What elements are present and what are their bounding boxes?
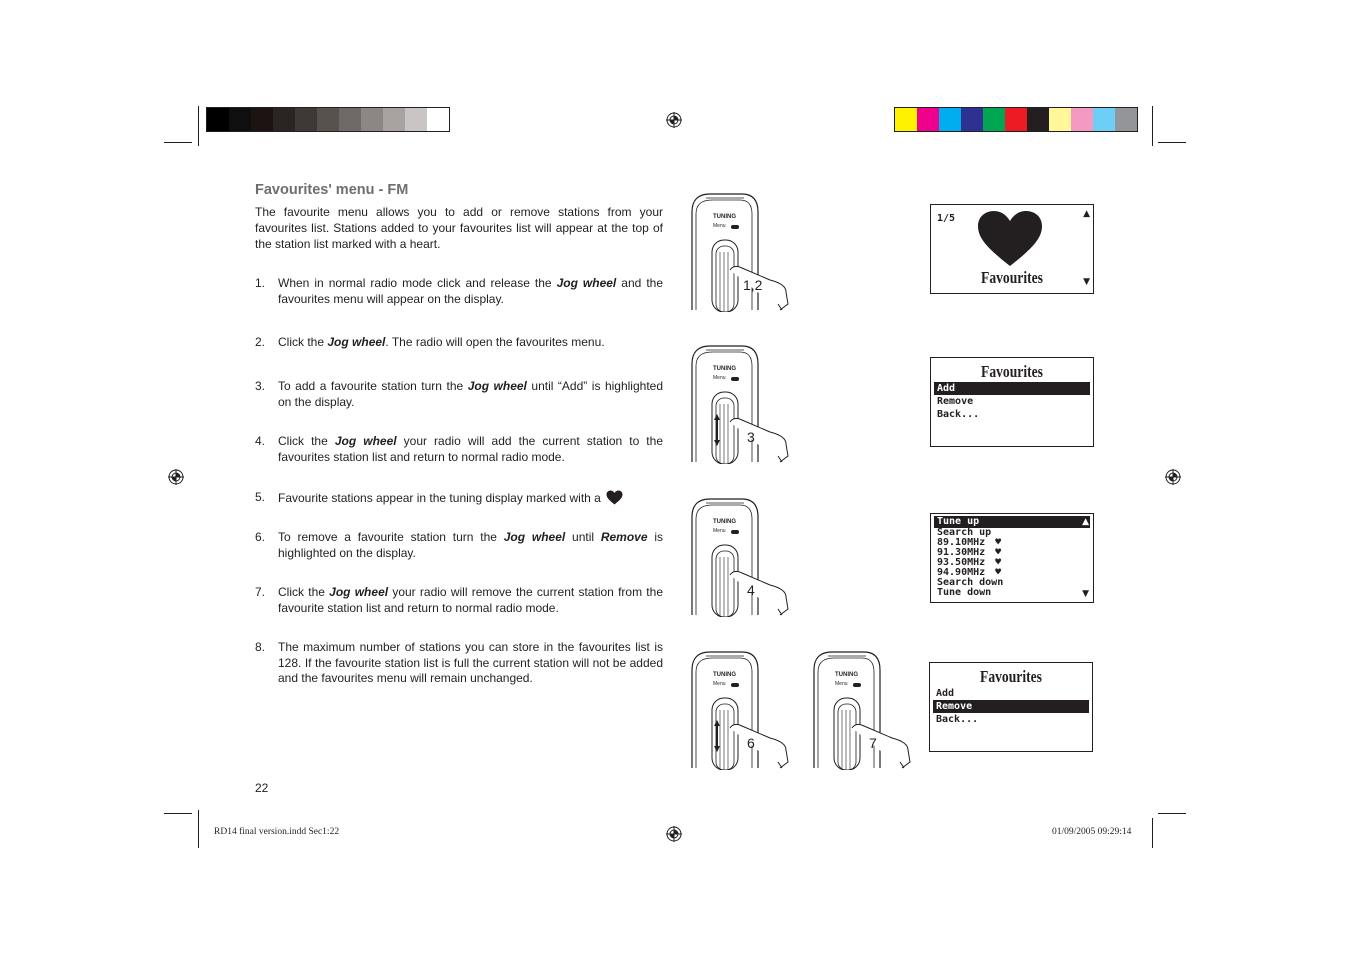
device-menu-label: Menu xyxy=(713,681,726,687)
crop-mark xyxy=(198,810,199,848)
heart-icon xyxy=(977,210,1043,268)
plain-text: To add a favourite station turn the xyxy=(278,379,468,393)
step-text xyxy=(278,530,663,561)
color-swatch xyxy=(1115,108,1137,131)
lcd-list-item: 94.90MHz ♥ xyxy=(937,567,1002,578)
color-swatch xyxy=(1005,108,1027,131)
crop-mark xyxy=(1158,142,1186,143)
crop-mark xyxy=(164,142,192,143)
step-number: 3. xyxy=(255,379,266,393)
device-step-label: 7 xyxy=(869,735,877,751)
color-swatch xyxy=(339,108,361,131)
color-swatch xyxy=(895,108,917,131)
color-swatch xyxy=(1027,108,1049,131)
device-menu-label: Menu xyxy=(835,681,848,687)
intro-paragraph: The favourite menu allows you to add or remove stations from your favourites list. Stations added to your favourites list will appear at the top of the station list marked with a heart. xyxy=(255,205,663,251)
heart-icon: ♥ xyxy=(995,547,1002,558)
lcd-favourites-menu-add xyxy=(930,357,1094,447)
color-swatch xyxy=(961,108,983,131)
emphasis-text: Jog wheel xyxy=(556,276,617,290)
crop-mark xyxy=(1152,818,1153,848)
step-text xyxy=(278,490,663,507)
color-swatch xyxy=(427,108,449,131)
step-text xyxy=(278,379,663,410)
lcd-list-item: 89.10MHz ♥ xyxy=(937,537,1002,548)
color-swatch xyxy=(295,108,317,131)
plain-text: until xyxy=(565,530,601,544)
device-brand-label: TUNING xyxy=(713,214,736,220)
crop-mark xyxy=(198,106,199,146)
lcd-menu-item-back: Back... xyxy=(936,714,979,725)
plain-text: The maximum number of stations you can store in the favourites list is 128. If the favourite station list is full the current station will not be added and the favourites menu will remain unchanged. xyxy=(278,640,663,685)
radio-jog-wheel-illustration xyxy=(690,344,790,464)
plain-text: To remove a favourite station turn the xyxy=(278,530,504,544)
step-item xyxy=(255,434,663,465)
heart-icon xyxy=(606,490,623,505)
plain-text: your radio will add the current station to the favourites station list and return to normal radio mode. xyxy=(278,434,663,464)
step-item xyxy=(255,379,663,410)
emphasis-text: Jog wheel xyxy=(503,530,566,544)
plain-text: Click the xyxy=(278,335,328,349)
device-menu-label: Menu xyxy=(713,223,726,229)
step-number: 8. xyxy=(255,640,266,654)
registration-mark-icon xyxy=(168,469,184,485)
step-number: 1. xyxy=(255,276,266,290)
device-brand-label: TUNING xyxy=(713,672,736,678)
step-item xyxy=(255,276,663,307)
color-swatch xyxy=(1093,108,1115,131)
device-brand-label: TUNING xyxy=(713,366,736,372)
registration-mark-icon xyxy=(666,112,682,128)
process-color-bar xyxy=(894,107,1138,132)
scroll-down-arrow-icon: ▼ xyxy=(1083,277,1090,287)
lcd-title: Favourites xyxy=(980,667,1042,686)
color-swatch xyxy=(207,108,229,131)
heart-icon: ♥ xyxy=(995,557,1002,568)
color-swatch xyxy=(939,108,961,131)
color-swatch xyxy=(251,108,273,131)
heart-icon: ♥ xyxy=(995,567,1002,578)
emphasis-text: Jog wheel xyxy=(334,434,397,448)
plain-text: is highlighted on the display. xyxy=(278,530,663,560)
emphasis-text: Jog wheel xyxy=(327,335,386,349)
crop-mark xyxy=(1158,813,1186,814)
color-swatch xyxy=(1071,108,1093,131)
color-swatch xyxy=(317,108,339,131)
lcd-title: Favourites xyxy=(981,268,1043,287)
step-number: 5. xyxy=(255,490,266,504)
lcd-counter: 1/5 xyxy=(937,213,956,224)
plain-text: Favourite stations appear in the tuning display marked with a xyxy=(278,491,605,505)
radio-device-icon xyxy=(690,192,790,312)
color-swatch xyxy=(229,108,251,131)
step-text xyxy=(278,335,663,351)
lcd-menu-item-remove: Remove xyxy=(933,700,1089,713)
scroll-down-arrow-icon: ▼ xyxy=(1082,589,1089,599)
device-menu-label: Menu xyxy=(713,375,726,381)
device-brand-label: TUNING xyxy=(835,672,858,678)
color-swatch xyxy=(917,108,939,131)
step-number: 2. xyxy=(255,335,266,349)
plain-text: Click the xyxy=(278,434,335,448)
color-swatch xyxy=(383,108,405,131)
plain-text: . The radio will open the favourites menu. xyxy=(385,335,605,349)
radio-device-icon xyxy=(690,344,790,464)
lcd-list-item: Tune down xyxy=(937,587,992,598)
radio-device-icon xyxy=(690,650,790,770)
color-swatch xyxy=(361,108,383,131)
device-brand-label: TUNING xyxy=(713,519,736,525)
plain-text: your radio will remove the current station from the favourite station list and return to normal radio mode. xyxy=(278,585,663,615)
lcd-tuning-list xyxy=(930,513,1094,603)
color-swatch xyxy=(1049,108,1071,131)
lcd-list-item: 91.30MHz ♥ xyxy=(937,547,1002,558)
device-step-label: 4 xyxy=(747,582,755,598)
radio-device-icon xyxy=(812,650,912,770)
radio-jog-wheel-illustration xyxy=(690,497,790,617)
radio-jog-wheel-illustration xyxy=(690,650,790,770)
lcd-title: Favourites xyxy=(981,362,1043,381)
footer-file-info: RD14 final version.indd Sec1:22 xyxy=(214,827,340,837)
step-item xyxy=(255,490,663,507)
lcd-favourites-splash xyxy=(930,204,1094,294)
lcd-menu-item-remove: Remove xyxy=(937,396,974,407)
lcd-list-item: Search down xyxy=(937,577,1004,588)
step-item xyxy=(255,585,663,616)
scroll-up-arrow-icon: ▲ xyxy=(1082,517,1089,527)
lcd-menu-item-add: Add xyxy=(936,688,955,699)
lcd-menu-item-back: Back... xyxy=(937,409,980,420)
page-number: 22 xyxy=(255,781,269,795)
radio-jog-wheel-illustration xyxy=(690,192,790,312)
step-number: 6. xyxy=(255,530,266,544)
color-swatch xyxy=(273,108,295,131)
step-item xyxy=(255,640,663,687)
emphasis-text: Remove xyxy=(600,530,648,544)
device-step-label: 6 xyxy=(747,735,755,751)
section-heading: Favourites' menu - FM xyxy=(255,182,409,198)
step-number: 4. xyxy=(255,434,266,448)
lcd-favourites-menu-remove xyxy=(929,662,1093,752)
step-text xyxy=(278,276,663,307)
step-text xyxy=(278,640,663,687)
plain-text: until “Add” is highlighted on the display. xyxy=(278,379,664,409)
plain-text: Click the xyxy=(278,585,330,599)
step-item xyxy=(255,335,663,351)
step-text xyxy=(278,585,663,616)
plain-text: When in normal radio mode click and release the xyxy=(278,276,557,290)
emphasis-text: Jog wheel xyxy=(467,379,527,393)
lcd-list-item: Search up xyxy=(937,527,992,538)
step-text xyxy=(278,434,663,465)
color-swatch xyxy=(405,108,427,131)
lcd-list-item: Tune up xyxy=(934,516,1090,528)
lcd-list-item: 93.50MHz ♥ xyxy=(937,557,1002,568)
device-step-label: 1,2 xyxy=(743,277,763,293)
plain-text: and the favourites menu will appear on the display. xyxy=(278,276,664,306)
crop-mark xyxy=(1152,106,1153,146)
scroll-up-arrow-icon: ▲ xyxy=(1083,209,1090,219)
step-item xyxy=(255,530,663,561)
registration-mark-icon xyxy=(666,826,682,842)
step-number: 7. xyxy=(255,585,266,599)
lcd-menu-item-add: Add xyxy=(934,382,1090,395)
color-swatch xyxy=(983,108,1005,131)
registration-mark-icon xyxy=(1165,469,1181,485)
device-step-label: 3 xyxy=(747,429,755,445)
emphasis-text: Jog wheel xyxy=(329,585,389,599)
footer-timestamp: 01/09/2005 09:29:14 xyxy=(1052,827,1132,837)
crop-mark xyxy=(164,813,192,814)
device-menu-label: Menu xyxy=(713,528,726,534)
radio-jog-wheel-illustration xyxy=(812,650,912,770)
grayscale-color-bar xyxy=(206,107,450,132)
heart-icon: ♥ xyxy=(995,537,1002,548)
radio-device-icon xyxy=(690,497,790,617)
